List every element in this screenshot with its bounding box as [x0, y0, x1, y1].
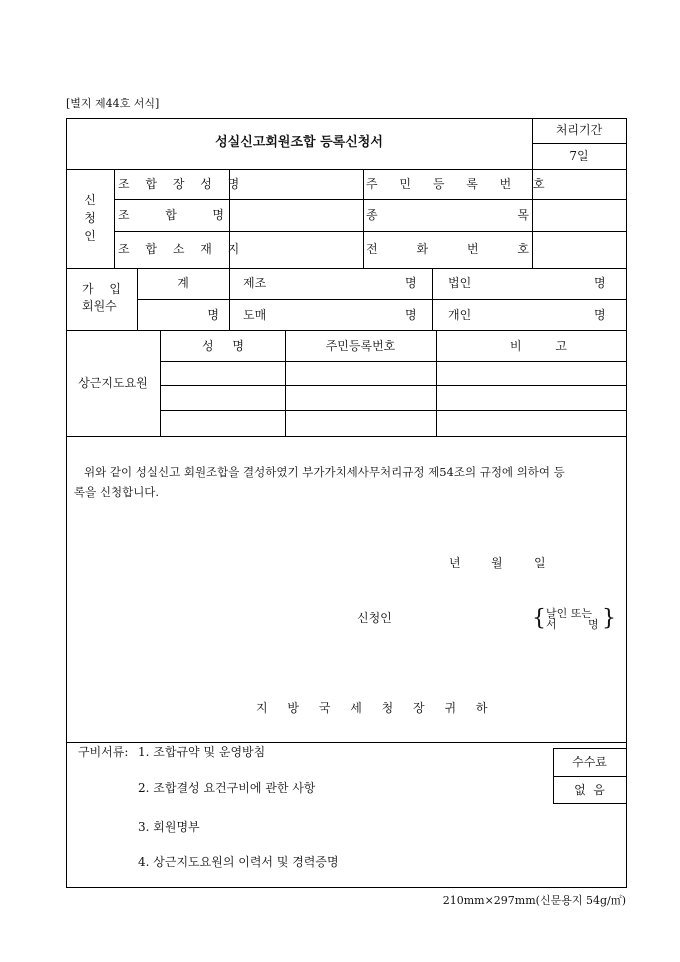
fee-label: 수수료: [572, 755, 607, 769]
documents-label: 구비서류:: [78, 745, 129, 759]
sign-bracket-left: {: [532, 606, 546, 631]
union-address-field[interactable]: [230, 232, 362, 267]
union-rep-name-field[interactable]: [230, 170, 362, 198]
document-item: 3. 회원명부: [138, 820, 200, 834]
advisor-row[interactable]: [161, 411, 626, 435]
advisor-col-resident: 주민등록번호: [325, 339, 396, 353]
resident-number-label: 주 민 등 록 번 호: [366, 177, 554, 191]
paper-spec: 210mm×297mm(신문용지 54g/㎡): [442, 894, 626, 907]
corporation-unit: 명: [594, 276, 606, 290]
manufacturing-unit: 명: [405, 276, 417, 290]
form-title: 성실신고회원조합 등록신청서: [215, 135, 383, 150]
union-address-label: 조 합 소 재 지: [118, 242, 246, 256]
members-section-label-1: 가 입: [82, 282, 127, 296]
sign-or-seal-bottom-2: 명: [588, 618, 599, 631]
applicant-section-label-3: 인: [84, 229, 96, 243]
processing-period-value: 7일: [569, 149, 589, 163]
date-year-label: 년: [449, 556, 461, 570]
sign-or-seal-top: 날인 또는: [546, 607, 593, 620]
members-total-unit: 명: [207, 308, 219, 322]
business-type-field[interactable]: [533, 200, 625, 230]
applicant-sign-label: 신청인: [357, 611, 392, 625]
members-section-label-2: 회원수: [82, 299, 117, 313]
applicant-section-label-1: 신: [84, 193, 96, 207]
manufacturing-label: 제조: [243, 276, 267, 290]
members-total-label: 계: [177, 276, 189, 290]
advisor-row[interactable]: [161, 386, 626, 409]
applicant-section-label-2: 청: [84, 211, 96, 225]
fee-value: 없 음: [574, 783, 605, 797]
sign-or-seal-bottom-1: 서: [546, 618, 557, 631]
document-item: 1. 조합규약 및 운영방침: [138, 745, 266, 759]
sign-bracket-right: }: [602, 606, 616, 631]
form-number: [별지 제44호 서식]: [66, 97, 160, 110]
wholesale-unit: 명: [405, 308, 417, 322]
union-rep-name-label: 조 합 장 성 명: [118, 177, 246, 191]
advisor-col-remark: 비 고: [510, 339, 567, 353]
wholesale-label: 도매: [243, 308, 267, 322]
document-item: 2. 조합결성 요건구비에 관한 사항: [138, 781, 316, 795]
union-name-field[interactable]: [230, 200, 362, 230]
phone-field[interactable]: [533, 232, 625, 267]
union-name-label: 조 합 명: [118, 208, 224, 222]
date-month-label: 월: [491, 556, 503, 570]
phone-label: 전 화 번 호: [366, 242, 529, 256]
advisor-col-name: 성 명: [202, 339, 244, 353]
date-day-label: 일: [534, 556, 546, 570]
processing-period-label: 처리기간: [555, 123, 603, 137]
recipient-label: 지 방 국 세 청 장 귀 하: [256, 701, 496, 715]
document-item: 4. 상근지도요원의 이력서 및 경력증명: [138, 855, 339, 869]
corporation-label: 법인: [448, 276, 472, 290]
individual-label: 개인: [448, 308, 472, 322]
individual-unit: 명: [594, 308, 606, 322]
statement-line-1: 위와 같이 성실신고 회원조합을 결성하였기 부가가치세사무처리규정 제54조의 규정에 의하여 등: [84, 465, 565, 479]
business-type-label: 종 목: [366, 208, 529, 222]
advisor-section-label: 상근지도요원: [78, 376, 148, 390]
statement-line-2: 록을 신청합니다.: [74, 485, 160, 499]
resident-number-field[interactable]: [533, 170, 625, 198]
advisor-row[interactable]: [161, 362, 626, 384]
